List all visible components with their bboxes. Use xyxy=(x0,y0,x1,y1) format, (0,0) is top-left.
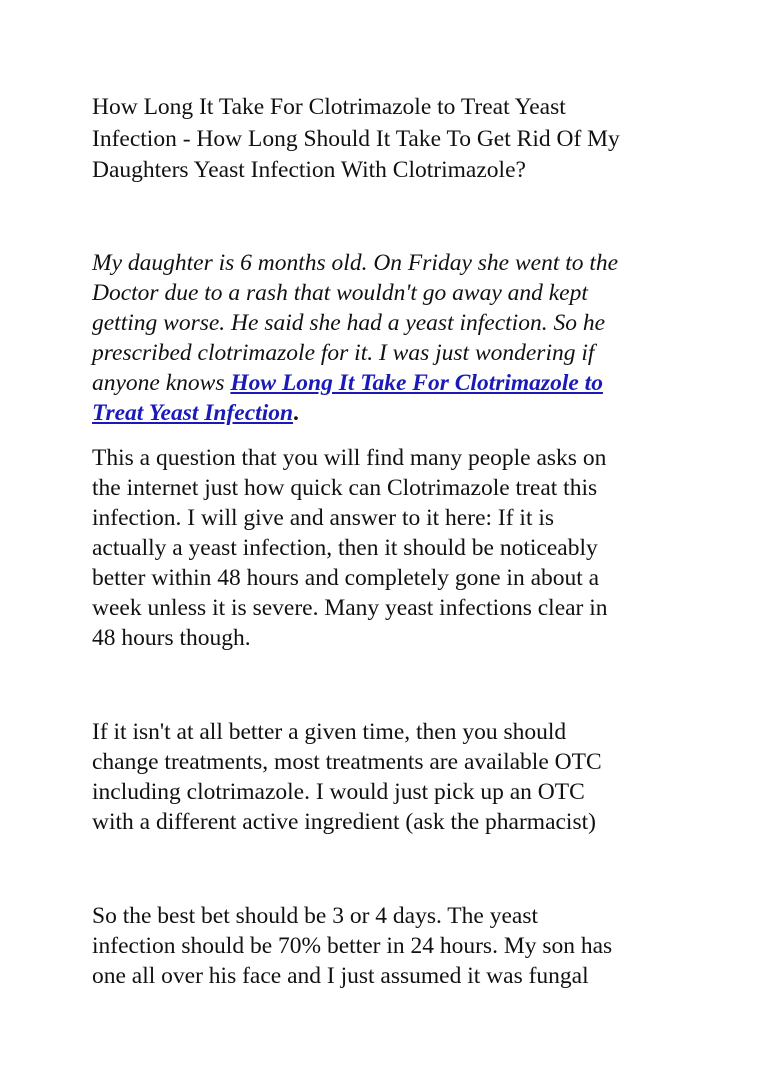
article-link[interactable]: How Long It Take For Clotrimazole to xyxy=(230,370,603,396)
title-line: Daughters Yeast Infection With Clotrimazole? xyxy=(92,157,526,183)
text-line: If it isn't at all better a given time, then you should xyxy=(92,719,567,745)
article-link-continued[interactable]: Treat Yeast Infection xyxy=(92,400,294,426)
text-line: 48 hours though. xyxy=(92,625,251,651)
text-line: change treatments, most treatments are available OTC xyxy=(92,749,602,775)
text-line: infection. I will give and answer to it here: If it is xyxy=(92,505,555,531)
text-line: including clotrimazole. I would just pick up an OTC xyxy=(92,779,585,805)
text-line: infection should be 70% better in 24 hours. My son has xyxy=(92,933,613,959)
text-line: actually a yeast infection, then it should be noticeably xyxy=(92,535,598,561)
text-line: My daughter is 6 months old. On Friday she went to the xyxy=(92,250,619,276)
text-line: one all over his face and I just assumed it was fungal xyxy=(92,963,589,989)
title-line: Infection - How Long Should It Take To Get Rid Of My xyxy=(92,125,620,152)
text-line: anyone knows xyxy=(92,370,231,396)
text-line: This a question that you will find many people asks on xyxy=(92,445,607,471)
answer-paragraph xyxy=(92,443,752,653)
document-title xyxy=(92,92,752,187)
period: . xyxy=(293,400,299,426)
conclusion-paragraph xyxy=(92,901,752,991)
intro-paragraph xyxy=(92,248,752,428)
title-line: How Long It Take For Clotrimazole to Treat Yeast xyxy=(92,94,566,120)
text-line: better within 48 hours and completely gone in about a xyxy=(92,565,600,591)
text-line: Doctor due to a rash that wouldn't go away and kept xyxy=(92,280,588,306)
text-line: the internet just how quick can Clotrimazole treat this xyxy=(92,475,598,501)
text-line: getting worse. He said she had a yeast infection. So he xyxy=(92,310,606,336)
text-line: prescribed clotrimazole for it. I was just wondering if xyxy=(92,340,595,366)
treatment-paragraph xyxy=(92,717,752,837)
text-line: week unless it is severe. Many yeast infections clear in xyxy=(92,595,608,621)
text-line: with a different active ingredient (ask the pharmacist) xyxy=(92,809,596,835)
text-line: So the best bet should be 3 or 4 days. The yeast xyxy=(92,903,538,929)
